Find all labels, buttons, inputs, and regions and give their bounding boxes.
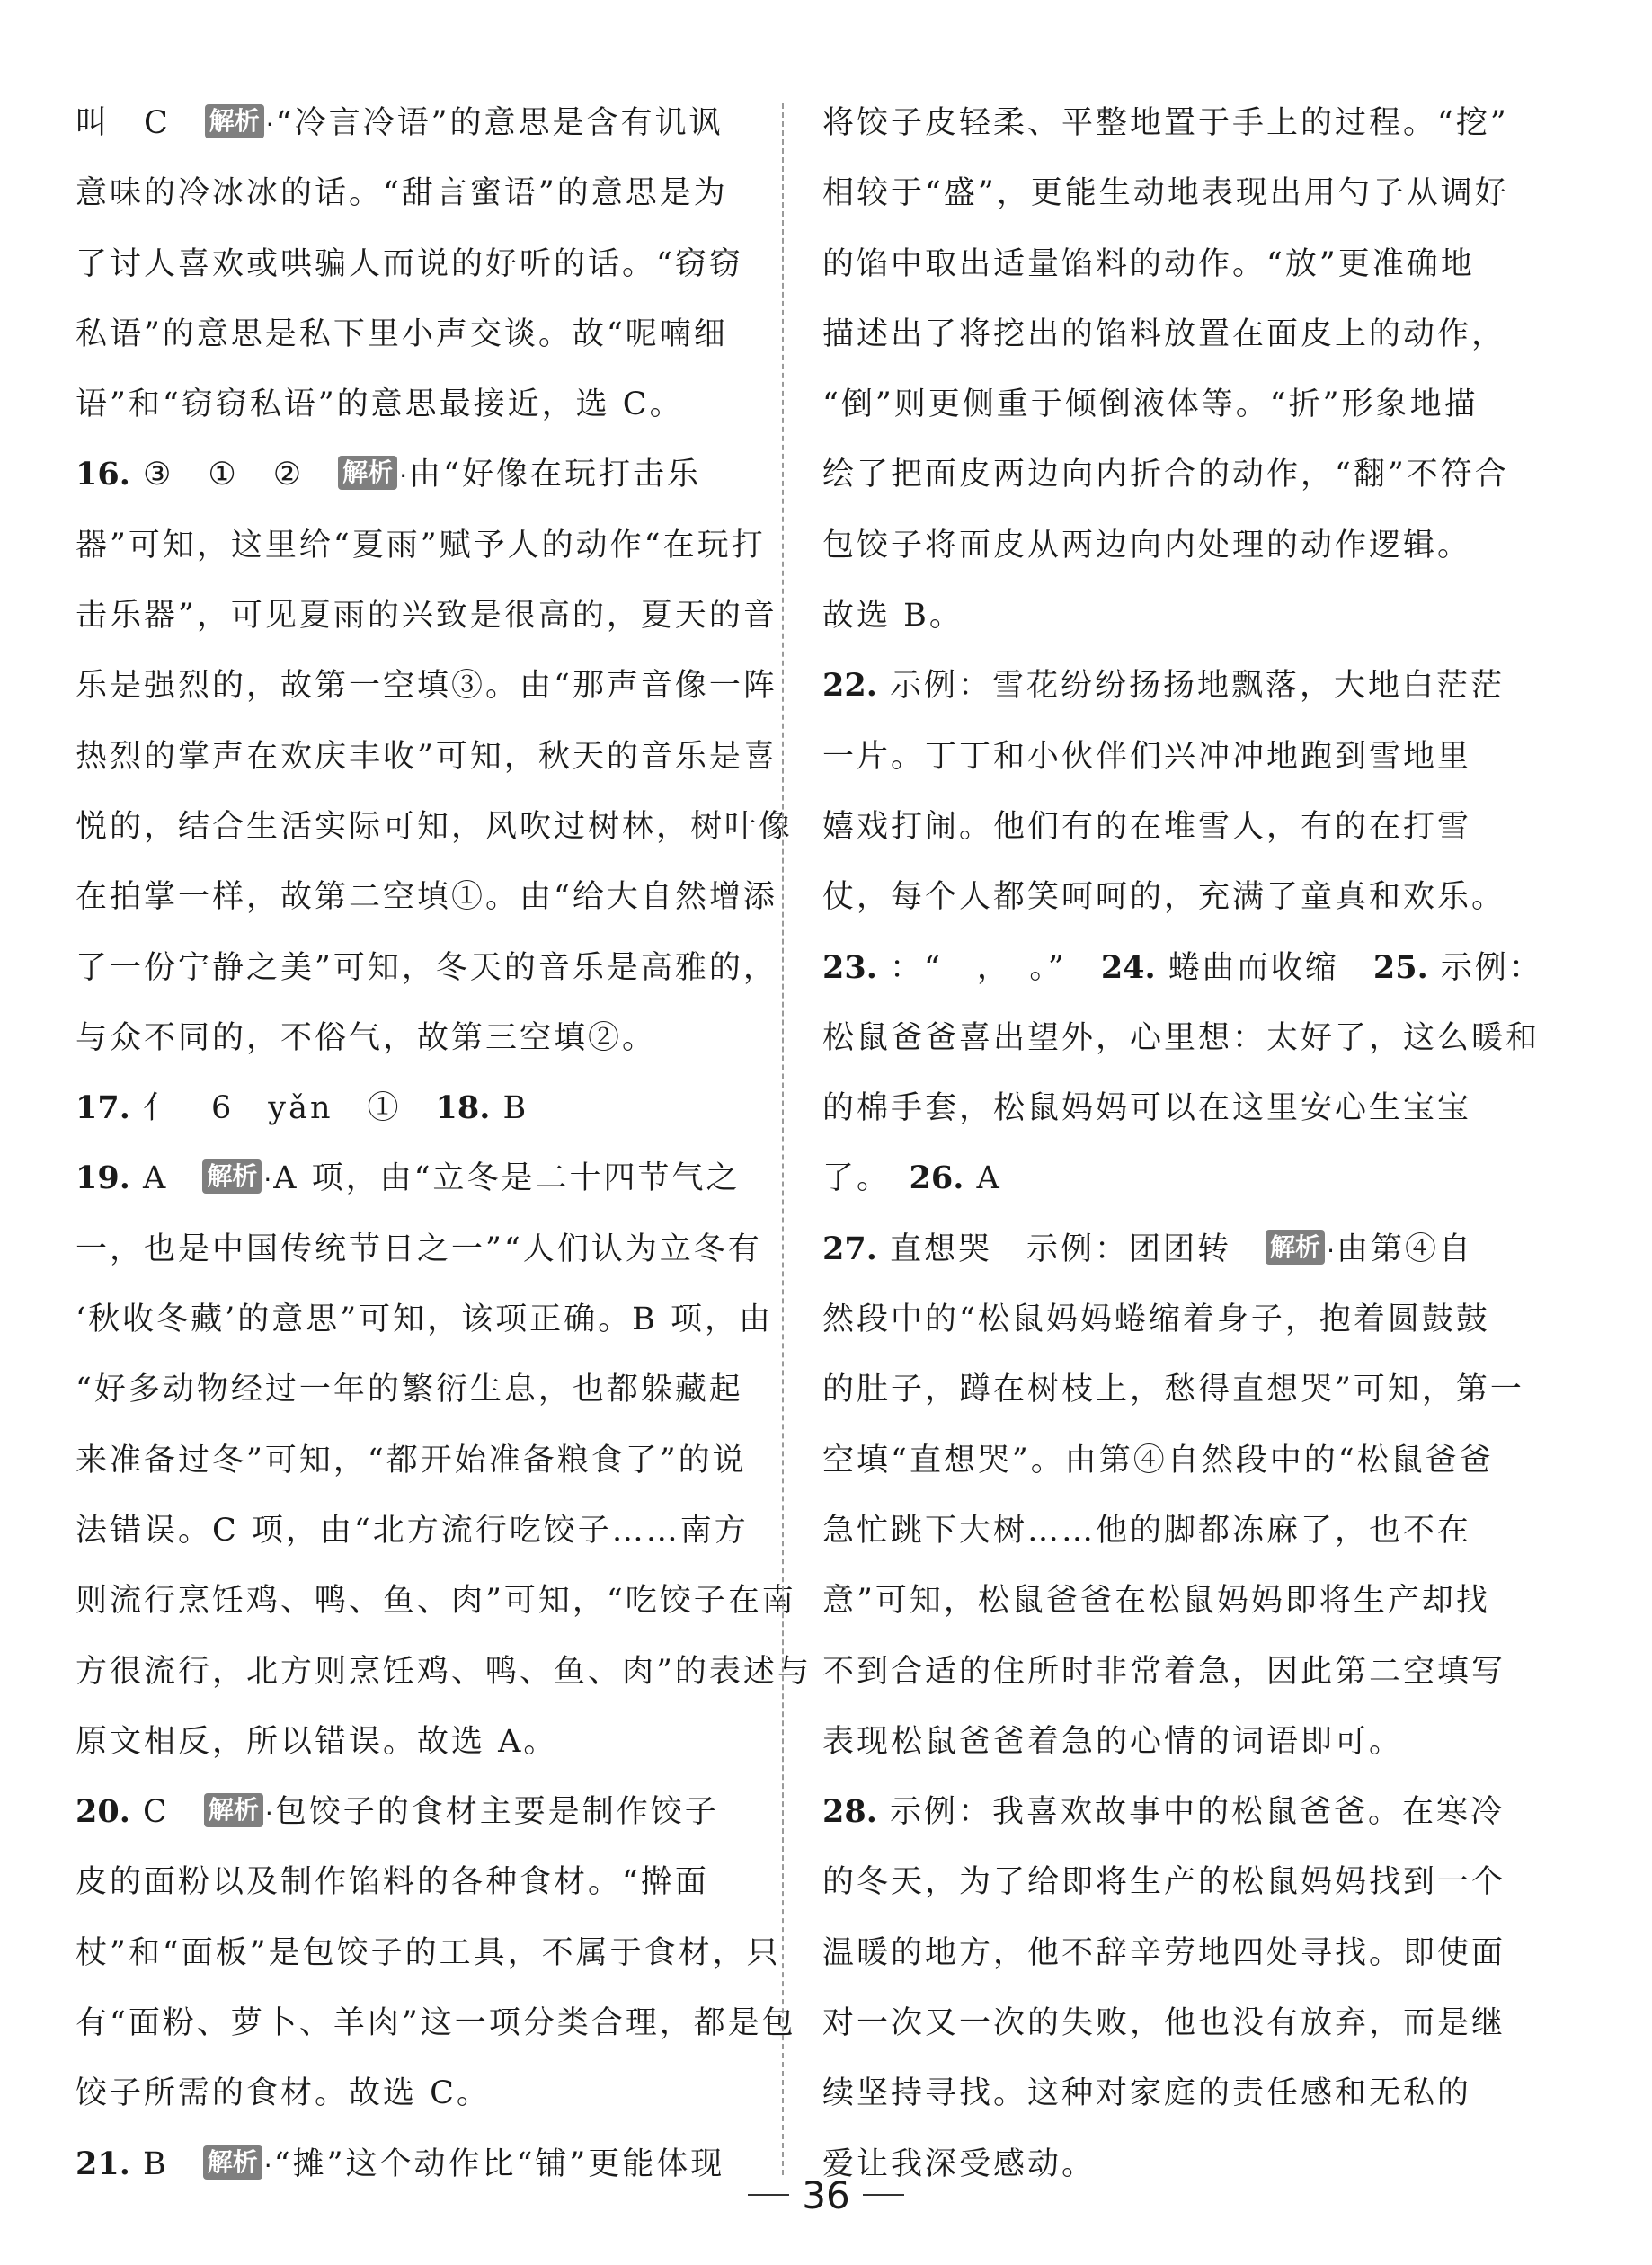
line-text: 爱让我深受感动。: [822, 2145, 1097, 2182]
text-line: [75, 651, 777, 721]
line-text: 续坚持寻找。这种对家庭的责任感和无私的: [822, 2075, 1472, 2112]
line-text: A: [964, 1160, 1002, 1197]
text-line: [75, 581, 777, 651]
line-text: 叫 C: [75, 105, 205, 141]
text-line: [822, 722, 1492, 792]
text-line: [75, 158, 745, 228]
text-line: [75, 1426, 745, 1496]
line-text: 器”可知，这里给“夏雨”赋予人的动作“在玩打: [75, 527, 766, 564]
text-line: [822, 792, 1492, 862]
text-line: [75, 1003, 745, 1073]
question-number: 18.: [435, 1089, 491, 1127]
line-text: 法错误。C 项，由“北方流行吃饺子……南方: [75, 1512, 749, 1549]
line-text: 表现松鼠爸爸着急的心情的词语即可。: [822, 1723, 1404, 1760]
footer-dash-right: [863, 2194, 904, 2196]
text-line: [822, 862, 1506, 932]
line-text: 皮的面粉以及制作馅料的各种食材。“擀面: [75, 1864, 709, 1901]
line-text: 来准备过冬”可知，“都开始准备粮食了”的说: [75, 1442, 747, 1479]
text-line: [822, 1003, 1541, 1073]
tag-dot: ·: [263, 2150, 272, 2181]
text-line: [75, 299, 745, 369]
line-text: 则流行烹饪鸡、鸭、鱼、肉”可知，“吃饺子在南: [75, 1583, 796, 1620]
line-text: 对一次又一次的失败，他也没有放弃，而是继: [822, 2005, 1506, 2042]
text-line: [75, 440, 745, 510]
question-number: 23.: [822, 948, 877, 986]
question-number: 22.: [822, 667, 877, 705]
text-line: [75, 1777, 745, 1847]
line-text: 嬉戏打闹。他们有的在堆雪人，有的在打雪: [822, 808, 1472, 845]
line-text: 包饺子将面皮从两边向内处理的动作逻辑。: [822, 527, 1472, 564]
text-line: [75, 1496, 749, 1566]
text-line: [75, 1707, 745, 1777]
text-line: [75, 1284, 773, 1355]
column-divider: [782, 103, 784, 2175]
line-text: 了。: [822, 1160, 910, 1197]
analysis-tag: 解析: [205, 104, 264, 138]
tag-dot: ·: [1327, 1235, 1335, 1266]
line-text: 相较于“盛”，更能生动地表现出用勺子从调好: [822, 175, 1509, 212]
text-line: [822, 581, 1492, 651]
text-line: [822, 1566, 1492, 1636]
line-text: 饺子所需的食材。故选 C。: [75, 2075, 491, 2112]
text-line: [75, 1355, 745, 1425]
line-text: 杖”和“面板”是包饺子的工具，不属于食材，只: [75, 1934, 781, 1971]
tag-dot: ·: [265, 110, 274, 139]
line-text: 描述出了将挖出的馅料放置在面皮上的动作，: [822, 315, 1506, 352]
line-text: 了讨人喜欢或哄骗人而说的好听的话。“窃窃: [75, 245, 743, 282]
tag-dot: ·: [264, 1799, 273, 1829]
line-text: ③ ① ②: [129, 457, 339, 493]
analysis-tag: 解析: [202, 1159, 262, 1194]
line-text: 包饺子的食材主要是制作饺子: [274, 1794, 719, 1831]
text-line: [822, 2058, 1492, 2128]
line-text: 示例：: [1427, 949, 1543, 986]
line-text: 的馅中取出适量馅料的动作。“放”更准确地: [822, 245, 1475, 282]
line-text: A: [129, 1160, 203, 1197]
text-line: [75, 1637, 812, 1707]
line-text: 由“好像在玩打击乐: [409, 457, 701, 493]
left-column: [75, 88, 812, 2199]
line-text: 有“面粉、萝卜、羊肉”这一项分类合理，都是包: [75, 2005, 796, 2042]
line-text: “好多动物经过一年的繁衍生息，也都躲藏起: [75, 1372, 743, 1408]
question-number: 20.: [75, 1793, 130, 1831]
line-text: ‘秋收冬藏’的意思”可知，该项正确。B 项，由: [75, 1301, 773, 1338]
line-text: 击乐器”，可见夏雨的兴致是很高的，夏天的音: [75, 598, 777, 635]
line-text: 绘了把面皮两边向内折合的动作，“翻”不符合: [822, 457, 1509, 493]
text-line: [75, 722, 777, 792]
line-text: B: [490, 1090, 529, 1127]
footer-dash-left: [748, 2194, 789, 2196]
line-text: 温暖的地方，他不辞辛劳地四处寻找。即使面: [822, 1934, 1506, 1971]
text-line: [75, 511, 766, 581]
text-line: [822, 88, 1509, 158]
line-text: C: [129, 1794, 204, 1831]
line-text: 故选 B。: [822, 598, 964, 635]
line-text: 乐是强烈的，故第一空填③。由“那声音像一阵: [75, 668, 777, 705]
text-line: [75, 229, 745, 299]
text-line: [822, 1707, 1492, 1777]
text-line: [822, 1496, 1492, 1566]
line-text: 的棉手套，松鼠妈妈可以在这里安心生宝宝: [822, 1090, 1472, 1127]
tag-dot: ·: [263, 1165, 272, 1195]
line-text: ：“ ， 。”: [876, 949, 1101, 986]
line-text: 悦的，结合生活实际可知，风吹过树林，树叶像: [75, 808, 794, 845]
text-line: [75, 2058, 745, 2128]
text-line: [75, 792, 794, 862]
question-number: 16.: [75, 456, 130, 493]
line-text: 一，也是中国传统节日之一”“人们认为立冬有: [75, 1230, 762, 1267]
text-line: [75, 88, 745, 158]
text-line: [822, 229, 1492, 299]
tag-dot: ·: [399, 461, 408, 492]
line-text: A 项，由“立冬是二十四节气之: [273, 1160, 741, 1197]
text-line: [822, 1918, 1506, 1988]
line-text: 仗，每个人都笑呵呵的，充满了童真和欢乐。: [822, 879, 1506, 916]
text-line: [75, 1918, 781, 1988]
text-line: [822, 1777, 1505, 1847]
text-line: [822, 933, 1543, 1003]
analysis-tag: 解析: [204, 1793, 263, 1827]
text-line: [822, 1426, 1492, 1496]
line-text: 的冬天，为了给即将生产的松鼠妈妈找到一个: [822, 1864, 1506, 1901]
text-line: [822, 369, 1492, 440]
text-line: [822, 651, 1505, 721]
line-text: 空填“直想哭”。由第④自然段中的“松鼠爸爸: [822, 1442, 1494, 1479]
line-text: 意”可知，松鼠爸爸在松鼠妈妈即将生产却找: [822, 1583, 1490, 1620]
question-number: 28.: [822, 1793, 877, 1831]
text-line: [75, 933, 777, 1003]
text-line: [75, 1566, 796, 1636]
line-text: “摊”这个动作比“铺”更能体现: [273, 2145, 725, 2182]
line-text: 蜷曲而收缩: [1155, 949, 1373, 986]
question-number: 19.: [75, 1159, 130, 1197]
page-footer: [0, 2173, 1652, 2217]
page-number: 36: [802, 2173, 850, 2217]
text-line: [822, 1143, 1492, 1213]
line-text: 由第④自: [1336, 1230, 1473, 1267]
question-number: 25.: [1372, 948, 1428, 986]
line-text: 原文相反，所以错误。故选 A。: [75, 1723, 558, 1760]
line-text: 亻 6 yǎn ①: [129, 1090, 436, 1127]
question-number: 27.: [822, 1230, 877, 1267]
line-text: 在拍掌一样，故第二空填①。由“给大自然增添: [75, 879, 777, 916]
line-text: 示例：我喜欢故事中的松鼠爸爸。在寒冷: [876, 1794, 1505, 1831]
line-text: 然段中的“松鼠妈妈蜷缩着身子，抱着圆鼓鼓: [822, 1301, 1490, 1338]
text-line: [822, 1988, 1506, 2058]
text-line: [75, 1847, 745, 1917]
line-text: 直想哭 示例：团团转: [876, 1230, 1266, 1267]
text-line: [75, 1143, 745, 1213]
line-text: 急忙跳下大树……他的脚都冻麻了，也不在: [822, 1512, 1472, 1549]
line-text: B: [129, 2145, 203, 2182]
text-line: [822, 1284, 1492, 1355]
line-text: 意味的冷冰冰的话。“甜言蜜语”的意思是为: [75, 175, 728, 212]
text-line: [75, 862, 777, 932]
line-text: 不到合适的住所时非常着急，因此第二空填写: [822, 1653, 1506, 1690]
line-text: 语”和“窃窃私语”的意思最接近，选 C。: [75, 386, 684, 423]
question-number: 26.: [909, 1159, 964, 1197]
question-number: 17.: [75, 1089, 130, 1127]
line-text: 私语”的意思是私下里小声交谈。故“呢喃细: [75, 315, 728, 352]
text-line: [822, 511, 1492, 581]
text-line: [822, 1214, 1492, 1284]
text-line: [75, 1073, 745, 1143]
analysis-tag: 解析: [338, 456, 397, 490]
text-line: [822, 1847, 1506, 1917]
analysis-tag: 解析: [203, 2145, 262, 2180]
right-column: [822, 88, 1543, 2199]
text-line: [822, 440, 1509, 510]
line-text: 热烈的掌声在欢庆丰收”可知，秋天的音乐是喜: [75, 738, 777, 775]
text-line: [75, 369, 745, 440]
line-text: 与众不同的，不俗气，故第三空填②。: [75, 1019, 657, 1056]
line-text: 方很流行，北方则烹饪鸡、鸭、鱼、肉”的表述与: [75, 1653, 812, 1690]
text-line: [822, 299, 1506, 369]
line-text: “倒”则更侧重于倾倒液体等。“折”形象地描: [822, 386, 1479, 423]
analysis-tag: 解析: [1266, 1230, 1325, 1265]
question-number: 24.: [1100, 948, 1156, 986]
line-text: 的肚子，蹲在树枝上，愁得直想哭”可知，第一: [822, 1372, 1524, 1408]
line-text: 将饺子皮轻柔、平整地置于手上的过程。“挖”: [822, 105, 1509, 141]
text-line: [822, 1073, 1492, 1143]
question-number: 21.: [75, 2145, 130, 2182]
line-text: 松鼠爸爸喜出望外，心里想：太好了，这么暖和: [822, 1019, 1541, 1056]
text-line: [822, 1355, 1524, 1425]
line-text: 一片。丁丁和小伙伴们兴冲冲地跑到雪地里: [822, 738, 1472, 775]
text-line: [75, 1214, 762, 1284]
text-line: [75, 1988, 796, 2058]
text-line: [822, 158, 1509, 228]
line-text: 示例：雪花纷纷扬扬地飘落，大地白茫茫: [876, 668, 1505, 705]
line-text: 了一份宁静之美”可知，冬天的音乐是高雅的，: [75, 949, 777, 986]
text-line: [822, 1637, 1506, 1707]
line-text: “冷言冷语”的意思是含有讥讽: [275, 105, 724, 141]
